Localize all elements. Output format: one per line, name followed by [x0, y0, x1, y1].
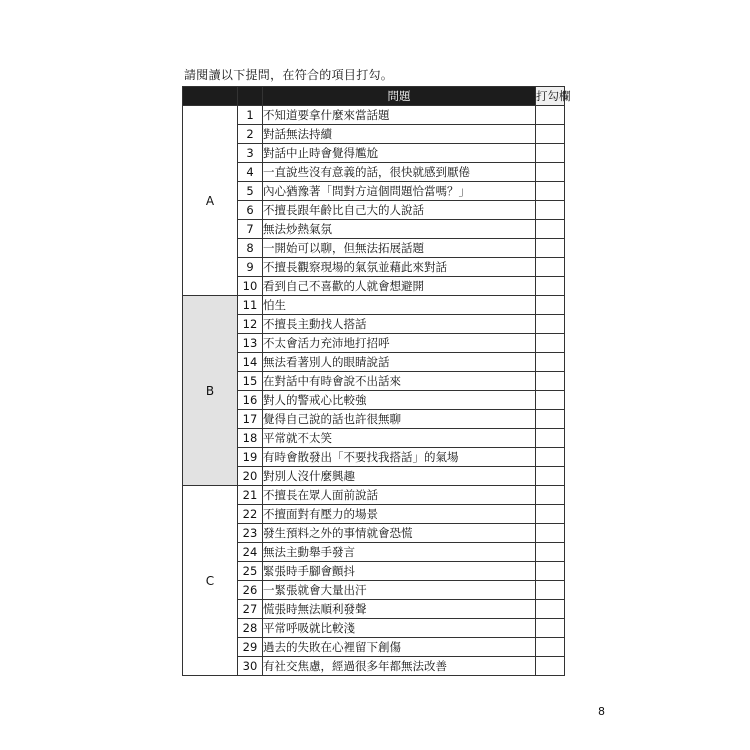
question-number: 20 — [238, 467, 263, 486]
checklist-table — [182, 86, 571, 676]
checkbox-cell[interactable] — [536, 638, 565, 657]
table-row — [183, 144, 565, 163]
question-text: 一緊張就會大量出汗 — [263, 581, 536, 600]
checkbox-cell[interactable] — [536, 600, 565, 619]
question-number: 7 — [238, 220, 263, 239]
checkbox-cell[interactable] — [536, 144, 565, 163]
question-text: 對別人沒什麼興趣 — [263, 467, 536, 486]
question-number: 4 — [238, 163, 263, 182]
checkbox-cell[interactable] — [536, 410, 565, 429]
page-number: 8 — [598, 705, 605, 718]
table-row — [183, 581, 565, 600]
checkbox-cell[interactable] — [536, 619, 565, 638]
question-text: 不擅長跟年齡比自己大的人說話 — [263, 201, 536, 220]
table-row — [183, 258, 565, 277]
question-number: 30 — [238, 657, 263, 676]
question-text: 無法主動舉手發言 — [263, 543, 536, 562]
question-text: 對話中止時會覺得尷尬 — [263, 144, 536, 163]
checkbox-cell[interactable] — [536, 353, 565, 372]
question-text: 平常呼吸就比較淺 — [263, 619, 536, 638]
checkbox-cell[interactable] — [536, 258, 565, 277]
header-number-cell — [238, 87, 263, 106]
question-number: 10 — [238, 277, 263, 296]
checkbox-cell[interactable] — [536, 581, 565, 600]
question-text: 無法看著別人的眼睛說話 — [263, 353, 536, 372]
checkbox-cell[interactable] — [536, 657, 565, 676]
question-number: 1 — [238, 106, 263, 125]
table-row — [183, 334, 565, 353]
question-text: 不擅面對有壓力的場景 — [263, 505, 536, 524]
table-row — [183, 600, 565, 619]
checkbox-cell[interactable] — [536, 372, 565, 391]
checkbox-cell[interactable] — [536, 524, 565, 543]
table-row — [183, 448, 565, 467]
table-row — [183, 353, 565, 372]
table-row — [183, 562, 565, 581]
question-number: 29 — [238, 638, 263, 657]
table-row — [183, 296, 565, 315]
question-text: 緊張時手腳會顫抖 — [263, 562, 536, 581]
table-row — [183, 220, 565, 239]
checkbox-cell[interactable] — [536, 334, 565, 353]
table-row — [183, 239, 565, 258]
checkbox-cell[interactable] — [536, 201, 565, 220]
question-text: 在對話中有時會說不出話來 — [263, 372, 536, 391]
table-row — [183, 163, 565, 182]
checkbox-cell[interactable] — [536, 182, 565, 201]
checkbox-cell[interactable] — [536, 391, 565, 410]
header-check: 打勾欄 — [536, 87, 565, 106]
checkbox-cell[interactable] — [536, 106, 565, 125]
group-label-c: C — [183, 486, 238, 676]
checkbox-cell[interactable] — [536, 163, 565, 182]
question-text: 慌張時無法順利發聲 — [263, 600, 536, 619]
table-row — [183, 467, 565, 486]
question-number: 15 — [238, 372, 263, 391]
question-number: 19 — [238, 448, 263, 467]
question-text: 對人的警戒心比較強 — [263, 391, 536, 410]
question-number: 11 — [238, 296, 263, 315]
table-row — [183, 372, 565, 391]
checkbox-cell[interactable] — [536, 315, 565, 334]
question-text: 不擅長觀察現場的氣氛並藉此來對話 — [263, 258, 536, 277]
question-number: 27 — [238, 600, 263, 619]
group-label-b: B — [183, 296, 238, 486]
checkbox-cell[interactable] — [536, 486, 565, 505]
question-text: 發生預料之外的事情就會恐慌 — [263, 524, 536, 543]
question-text: 一開始可以聊，但無法拓展話題 — [263, 239, 536, 258]
question-number: 28 — [238, 619, 263, 638]
checkbox-cell[interactable] — [536, 220, 565, 239]
question-text: 不擅長主動找人搭話 — [263, 315, 536, 334]
question-number: 12 — [238, 315, 263, 334]
question-number: 8 — [238, 239, 263, 258]
group-label-a: A — [183, 106, 238, 296]
table-row — [183, 391, 565, 410]
checkbox-cell[interactable] — [536, 429, 565, 448]
question-number: 14 — [238, 353, 263, 372]
question-text: 怕生 — [263, 296, 536, 315]
table-row — [183, 201, 565, 220]
checkbox-cell[interactable] — [536, 296, 565, 315]
question-number: 5 — [238, 182, 263, 201]
question-number: 26 — [238, 581, 263, 600]
table-row — [183, 486, 565, 505]
header-question: 問題 — [263, 87, 536, 106]
question-text: 不太會活力充沛地打招呼 — [263, 334, 536, 353]
table-row — [183, 106, 565, 125]
question-text: 不知道要拿什麼來當話題 — [263, 106, 536, 125]
header-group-cell — [183, 87, 238, 106]
question-number: 16 — [238, 391, 263, 410]
question-text: 過去的失敗在心裡留下創傷 — [263, 638, 536, 657]
question-number: 25 — [238, 562, 263, 581]
checkbox-cell[interactable] — [536, 467, 565, 486]
question-text: 看到自己不喜歡的人就會想避開 — [263, 277, 536, 296]
checkbox-cell[interactable] — [536, 448, 565, 467]
question-text: 平常就不太笑 — [263, 429, 536, 448]
question-number: 17 — [238, 410, 263, 429]
question-text: 不擅長在眾人面前說話 — [263, 486, 536, 505]
question-number: 3 — [238, 144, 263, 163]
instruction-text: 請閱讀以下提問，在符合的項目打勾。 — [184, 68, 394, 82]
question-text: 無法炒熱氣氛 — [263, 220, 536, 239]
table-row — [183, 543, 565, 562]
table-row — [183, 277, 565, 296]
checkbox-cell[interactable] — [536, 505, 565, 524]
table-row — [183, 410, 565, 429]
table-row — [183, 125, 565, 144]
table-row — [183, 505, 565, 524]
question-number: 24 — [238, 543, 263, 562]
table-row — [183, 182, 565, 201]
question-text: 有社交焦慮，經過很多年都無法改善 — [263, 657, 536, 676]
checkbox-cell[interactable] — [536, 277, 565, 296]
table-row — [183, 657, 565, 676]
table-row — [183, 524, 565, 543]
question-text: 覺得自己說的話也許很無聊 — [263, 410, 536, 429]
question-text: 對話無法持續 — [263, 125, 536, 144]
question-number: 18 — [238, 429, 263, 448]
checkbox-cell[interactable] — [536, 543, 565, 562]
question-number: 6 — [238, 201, 263, 220]
table-row — [183, 638, 565, 657]
question-number: 21 — [238, 486, 263, 505]
table-row — [183, 315, 565, 334]
table-row — [183, 429, 565, 448]
question-number: 23 — [238, 524, 263, 543]
question-text: 一直說些沒有意義的話，很快就感到厭倦 — [263, 163, 536, 182]
table-body — [183, 106, 565, 676]
question-number: 2 — [238, 125, 263, 144]
table-row — [183, 619, 565, 638]
question-number: 13 — [238, 334, 263, 353]
question-text: 內心猶豫著「問對方這個問題恰當嗎？」 — [263, 182, 536, 201]
question-number: 9 — [238, 258, 263, 277]
table-header-row — [183, 87, 565, 106]
checkbox-cell[interactable] — [536, 125, 565, 144]
checkbox-cell[interactable] — [536, 239, 565, 258]
question-number: 22 — [238, 505, 263, 524]
checkbox-cell[interactable] — [536, 562, 565, 581]
question-text: 有時會散發出「不要找我搭話」的氣場 — [263, 448, 536, 467]
